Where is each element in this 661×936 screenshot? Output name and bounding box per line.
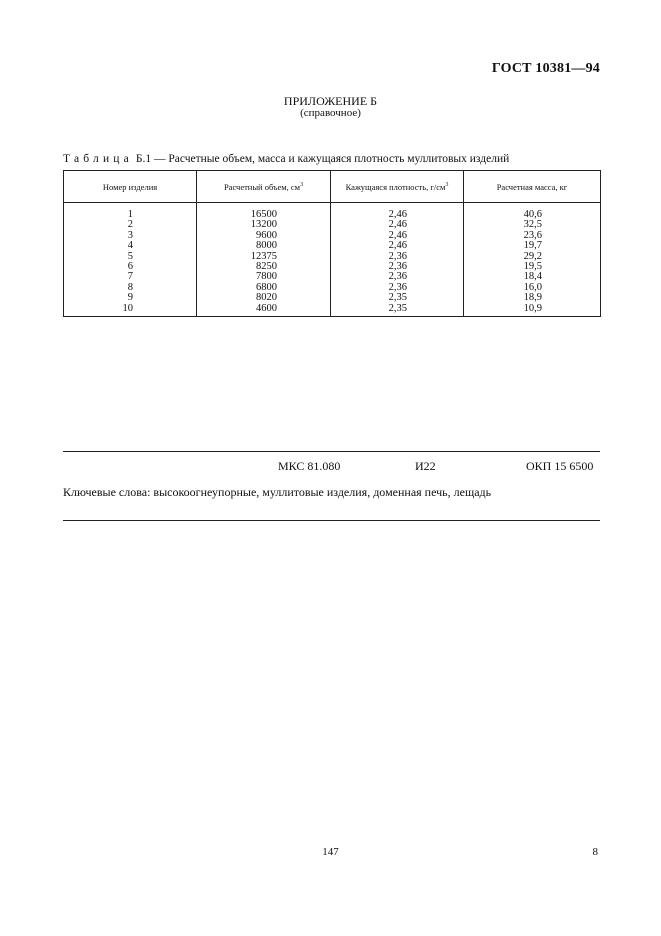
cell-mass: 18,4 xyxy=(464,272,601,282)
page-number-right: 8 xyxy=(592,846,598,858)
keywords: Ключевые слова: высокоогнеупорные, муллитовые изделия, доменная печь, лещадь xyxy=(63,485,492,499)
cell-mass: 32,5 xyxy=(464,220,601,230)
cell-density: 2,46 xyxy=(331,220,464,230)
cell-volume: 8250 xyxy=(197,262,331,272)
cell-mass: 19,5 xyxy=(464,262,601,272)
standard-code: ГОСТ 10381—94 xyxy=(491,61,600,76)
divider-top xyxy=(63,451,600,452)
table-body xyxy=(64,203,601,317)
cell-volume: 7800 xyxy=(197,272,331,282)
classification-okp: ОКП 15 6500 xyxy=(526,459,594,473)
cell-volume: 8000 xyxy=(197,241,331,251)
cell-density: 2,35 xyxy=(331,293,464,303)
cell-density: 2,36 xyxy=(331,252,464,262)
column-header: Номер изделия xyxy=(64,171,197,203)
cell-number: 7 xyxy=(64,272,197,282)
column-header: Расчетный объем, $см^3$ xyxy=(197,171,331,203)
cell-volume: 6800 xyxy=(197,283,331,293)
cell-volume: 12375 xyxy=(197,252,331,262)
cell-volume: 9600 xyxy=(197,231,331,241)
table-row xyxy=(64,231,601,241)
table-caption xyxy=(63,153,509,165)
cell-number: 5 xyxy=(64,252,197,262)
table-row xyxy=(64,272,601,282)
cell-density: 2,46 xyxy=(331,203,464,221)
cell-volume: 4600 xyxy=(197,304,331,317)
cell-volume: 13200 xyxy=(197,220,331,230)
data-table xyxy=(63,170,601,317)
table-row xyxy=(64,262,601,272)
table-row xyxy=(64,252,601,262)
appendix-note: (справочное) xyxy=(300,107,361,119)
cell-density: 2,46 xyxy=(331,231,464,241)
cell-mass: 40,6 xyxy=(464,203,601,221)
cell-number: 9 xyxy=(64,293,197,303)
column-header: Расчетная масса, кг xyxy=(464,171,601,203)
table-caption-text: — Расчетные объем, масса и кажущаяся плотность муллитовых изделий xyxy=(153,153,510,165)
cell-number: 3 xyxy=(64,231,197,241)
appendix-title: ПРИЛОЖЕНИЕ Б xyxy=(283,94,378,108)
cell-density: 2,36 xyxy=(331,283,464,293)
table-row xyxy=(64,304,601,317)
cell-mass: 18,9 xyxy=(464,293,601,303)
table-row xyxy=(64,241,601,251)
cell-mass: 19,7 xyxy=(464,241,601,251)
cell-volume: 16500 xyxy=(197,203,331,221)
table-row xyxy=(64,283,601,293)
cell-mass: 29,2 xyxy=(464,252,601,262)
cell-mass: 23,6 xyxy=(464,231,601,241)
classification-mks: МКС 81.080 xyxy=(278,459,341,473)
table-row xyxy=(64,220,601,230)
page-number-center: 147 xyxy=(322,846,339,858)
cell-mass: 16,0 xyxy=(464,283,601,293)
cell-number: 2 xyxy=(64,220,197,230)
table-header-row xyxy=(64,171,601,203)
cell-volume: 8020 xyxy=(197,293,331,303)
cell-number: 6 xyxy=(64,262,197,272)
divider-bottom xyxy=(63,520,600,521)
cell-density: 2,36 xyxy=(331,272,464,282)
cell-density: 2,35 xyxy=(331,304,464,317)
cell-number: 8 xyxy=(64,283,197,293)
cell-number: 1 xyxy=(64,203,197,221)
cell-density: 2,46 xyxy=(331,241,464,251)
table-caption-number: Б.1 xyxy=(135,153,152,165)
table-row xyxy=(64,203,601,221)
cell-density: 2,36 xyxy=(331,262,464,272)
classification-group: И22 xyxy=(415,459,436,473)
cell-mass: 10,9 xyxy=(464,304,601,317)
column-header: Кажущаяся плотность, $г/см^3$ xyxy=(331,171,464,203)
table-caption-label: Таблица xyxy=(63,153,133,165)
table-row xyxy=(64,293,601,303)
cell-number: 4 xyxy=(64,241,197,251)
cell-number: 10 xyxy=(64,304,197,317)
